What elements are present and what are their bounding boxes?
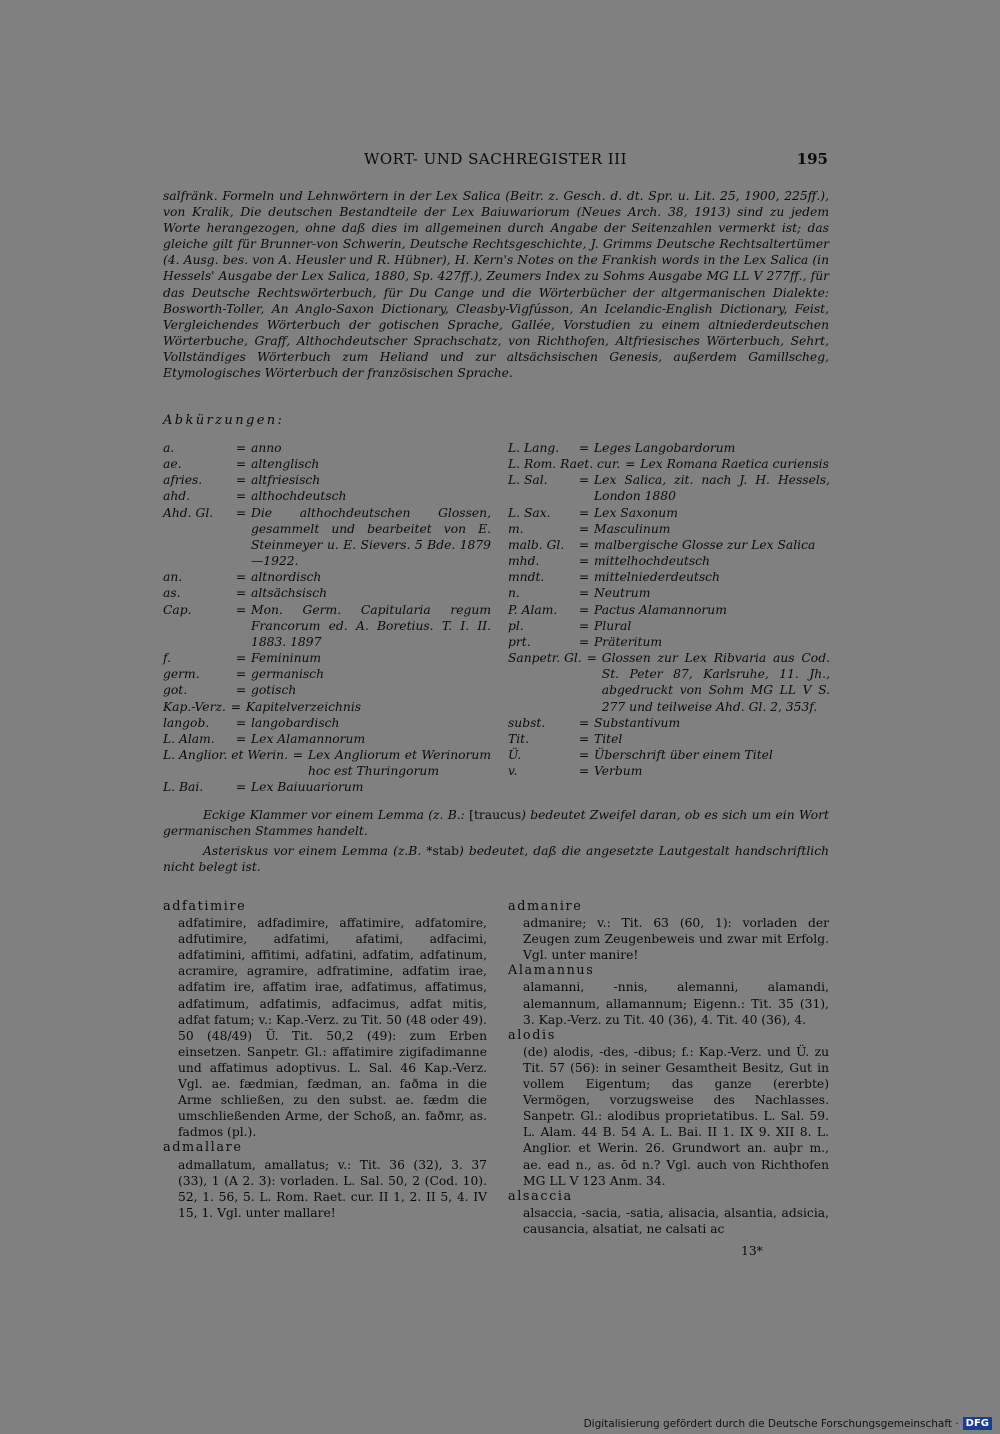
abbreviation-term: Sanpetr. Gl. — [508, 651, 582, 666]
abbreviation-term: n. — [508, 586, 520, 601]
equals-sign: = — [235, 731, 247, 746]
equals-sign: = — [235, 651, 247, 666]
abbreviation-definition: altenglisch — [251, 457, 320, 472]
abbreviation-term: L. Lang. — [508, 441, 560, 455]
abbreviation-row — [163, 715, 491, 731]
abbreviation-term: L. Alam. — [163, 731, 215, 746]
abbreviation-row — [508, 569, 830, 585]
dictionary-entry — [163, 899, 487, 1140]
abbreviations-left-column — [163, 440, 491, 795]
abbreviation-row — [163, 650, 491, 666]
entry-lemma: Alamannus — [508, 963, 595, 979]
abbreviation-definition: Überschrift über einem Titel — [594, 747, 773, 762]
equals-sign: = — [578, 731, 590, 746]
abbreviation-term: a. — [163, 441, 175, 455]
abbreviation-row — [508, 618, 830, 634]
equals-sign: = — [235, 683, 247, 698]
abbreviation-row — [508, 731, 830, 747]
dfg-logo-icon: DFG — [963, 1417, 992, 1430]
abbreviation-term: L. Bai. — [163, 780, 204, 795]
abbreviation-definition: Lex Romana Raetica curiensis — [640, 457, 829, 472]
abbreviation-term: an. — [163, 570, 183, 585]
equals-sign: = — [235, 505, 247, 520]
entry-lemma: admallare — [163, 1140, 243, 1156]
note-asterisk-post: ) bedeutet, daß die angesetzte Lautgestalt handschriftlich nicht belegt ist. — [163, 844, 830, 875]
abbreviation-definition: Lex Alamannorum — [251, 731, 366, 746]
equals-sign: = — [235, 457, 247, 472]
abbreviation-term: Kap.-Verz. — [163, 699, 226, 714]
abbreviation-definition: altfriesisch — [251, 473, 321, 488]
abbreviation-term: ahd. — [163, 489, 191, 504]
abbreviation-row — [163, 585, 491, 601]
equals-sign: = — [578, 634, 590, 649]
abbreviation-row — [508, 747, 830, 763]
equals-sign: = — [578, 764, 590, 779]
equals-sign: = — [578, 570, 590, 585]
dictionary-entry — [508, 1189, 829, 1237]
abbreviation-definition: Lex Saxonum — [594, 505, 678, 520]
abbreviation-row — [508, 715, 830, 731]
abbreviation-term: afries. — [163, 473, 203, 488]
entry-body: admanire; v.: Tit. 63 (60, 1): vorladen der Zeugen zum Zeugenbeweis und zwar mit Erfolg. Vgl. unter manire! — [523, 916, 829, 963]
abbreviation-row — [508, 472, 830, 504]
abbreviation-row — [508, 602, 830, 618]
abbreviation-definition: Verbum — [594, 764, 643, 779]
abbreviation-term: m. — [508, 521, 524, 536]
abbreviation-definition: Kapitelverzeichnis — [245, 699, 362, 714]
equals-sign: = — [235, 586, 247, 601]
abbreviation-term: mndt. — [508, 570, 545, 585]
dictionary-entry — [163, 1140, 487, 1220]
abbreviation-definition: germanisch — [251, 667, 324, 682]
abbreviation-row — [508, 456, 830, 472]
abbreviation-row — [163, 731, 491, 747]
note-brackets-example: [traucus — [469, 808, 522, 822]
abbreviation-definition: gotisch — [251, 683, 297, 698]
entry-body: admallatum, amallatus; v.: Tit. 36 (32), 3. 37 (33), 1 (A 2. 3): vorladen. L. Sal. 50, 2 (Cod. 10). 52, 1. 56, 5. L. Rom. Raet. cur. II 1, 2. II 5, 4. IV 15, 1. Vgl. unter mallare! — [178, 1157, 487, 1220]
abbreviation-term: P. Alam. — [508, 602, 558, 617]
abbreviation-term: L. Sal. — [508, 473, 548, 488]
equals-sign: = — [235, 715, 247, 730]
dictionary-entry — [508, 963, 829, 1027]
equals-sign: = — [578, 505, 590, 520]
abbreviation-definition: Titel — [594, 731, 623, 746]
abbreviation-row — [508, 553, 830, 569]
abbreviation-term: L. Rom. Raet. cur. — [508, 457, 621, 472]
note-brackets — [163, 807, 829, 839]
equals-sign: = — [578, 441, 590, 455]
abbreviation-row — [508, 440, 830, 456]
abbreviation-term: malb. Gl. — [508, 537, 565, 552]
abbreviation-row — [163, 569, 491, 585]
equals-sign: = — [230, 699, 242, 714]
equals-sign: = — [578, 473, 590, 488]
abbreviation-row — [163, 456, 491, 472]
abbreviations-right-column — [508, 440, 830, 779]
entry-lemma: alodis — [508, 1027, 556, 1043]
entry-lemma: alsaccia — [508, 1188, 573, 1204]
abbreviation-term: L. Anglior. et Werin. — [163, 747, 288, 762]
abbreviation-row — [163, 682, 491, 698]
equals-sign: = — [235, 602, 247, 617]
equals-sign: = — [235, 780, 247, 795]
abbreviation-definition: Glossen zur Lex Ribvaria aus Cod. St. Peter 87, Karlsruhe, 11. Jh., abgedruckt von Sohm MG LL V S. 277 und teilweise Ahd. Gl. 2, 353f. — [601, 651, 830, 714]
abbreviation-row — [508, 521, 830, 537]
abbreviation-term: got. — [163, 683, 188, 698]
abbreviation-row — [163, 488, 491, 504]
abbreviation-term: ae. — [163, 457, 182, 472]
abbreviation-definition: Pactus Alamannorum — [594, 602, 727, 617]
abbreviation-row — [508, 634, 830, 650]
abbreviation-definition: Lex Salica, zit. nach J. H. Hessels, London 1880 — [594, 473, 830, 504]
note-brackets-post: ) bedeutet Zweifel daran, ob es sich um ein Wort germanischen Stammes handelt. — [163, 808, 829, 839]
running-head: WORT- UND SACHREGISTER III — [363, 150, 628, 168]
abbreviation-definition: Lex Angliorum et Werinorum hoc est Thuringorum — [307, 747, 491, 779]
abbreviation-definition: Masculinum — [594, 521, 671, 536]
abbreviation-definition: Die althochdeutschen Glossen, gesammelt und bearbeitet von E. Steinmeyer u. E. Sievers. 5 Bde. 1879—1922. — [251, 505, 491, 569]
abbreviation-term: Tit. — [508, 731, 529, 746]
equals-sign: = — [292, 747, 304, 762]
abbreviation-definition: Lex Baiuuariorum — [251, 780, 364, 795]
equals-sign: = — [235, 441, 247, 455]
equals-sign: = — [586, 651, 597, 666]
footer-text: Digitalisierung gefördert durch die Deutsche Forschungsgemeinschaft · — [583, 1417, 959, 1430]
signature-mark: 13* — [741, 1244, 763, 1258]
entry-body: (de) alodis, -des, -dibus; f.: Kap.-Verz. und Ü. zu Tit. 57 (56): in seiner Gesamtheit Besitz, Gut in vollem Eigentum; das ganze (ererbte) Vermögen, vorzugsweise des Nachlasses. Sanpetr. Gl.: alodibus proprietatibus. L. Sal. 59. L. Alam. 44 B. 54 A. L. Bai. II 1. IX 9. XII 8. L. Anglior. et Werin. 26. Grundwort an. auþr m., ae. ead n., as. ōd n.? Vgl. auch von Richthofen MG LL V 123 Anm. 34. — [523, 1044, 829, 1188]
note-brackets-pre: Eckige Klammer vor einem Lemma (z. B.: — [203, 808, 470, 822]
abbreviation-row — [163, 666, 491, 682]
abbreviation-definition: Neutrum — [594, 586, 651, 601]
abbreviation-definition: altsächsisch — [251, 586, 328, 601]
abbreviation-row — [163, 505, 491, 570]
entries-right-column — [508, 899, 829, 1237]
abbreviation-definition: anno — [251, 441, 282, 455]
equals-sign: = — [625, 457, 636, 472]
dictionary-entry — [508, 899, 829, 963]
abbreviation-term: as. — [163, 586, 181, 601]
abbreviation-definition: Leges Langobardorum — [594, 441, 736, 455]
abbreviation-term: prt. — [508, 634, 531, 649]
note-asterisk-example: *stab — [426, 844, 459, 858]
abbreviation-term: langob. — [163, 715, 210, 730]
abbreviation-term: L. Sax. — [508, 505, 551, 520]
abbreviation-row — [508, 650, 830, 715]
entry-lemma: adfatimire — [163, 899, 247, 914]
abbreviation-term: Cap. — [163, 602, 192, 617]
equals-sign: = — [578, 618, 590, 633]
abbreviation-row — [163, 472, 491, 488]
abbreviation-definition: Mon. Germ. Capitularia regum Francorum ed. A. Boretius. T. I. II. 1883. 1897 — [251, 602, 491, 649]
abbreviation-term: v. — [508, 764, 518, 779]
intro-paragraph: salfränk. Formeln und Lehnwörtern in der Lex Salica (Beitr. z. Gesch. d. dt. Spr. u. Lit. 25, 1900, 225ff.), von Kralik, Die deutschen Bestandteile der Lex Baiuwariorum (Neues Arch. 38, 1913) sind zu jedem Worte herangezogen, ohne daß dies im allgemeinen durch Angabe der Seitenzahlen vermerkt ist; das gleiche gilt für Brunner-von Schwerin, Deutsche Rechtsgeschichte, J. Grimms Deutsche Rechtsaltertümer (4. Ausg. bes. von A. Heusler und R. Hübner), H. Kern's Notes on the Frankish words in the Lex Salica (in Hessels' Ausgabe der Lex Salica, 1880, Sp. 427ff.), Zeumers Index zu Sohms Ausgabe MG LL V 277ff., für das Deutsche Rechtswörterbuch, für Du Cange und die Wörterbücher der altgermanischen Dialekte: Bosworth-Toller, An Anglo-Saxon Dictionary, Cleasby-Vigfússon, An Icelandic-English Dictionary, Feist, Vergleichendes Wörterbuch der gotischen Sprache, Gallée, Vorstudien zu einem altniederdeutschen Wörterbuche, Graff, Althochdeutscher Sprachschatz, von Richthofen, Altfriesisches Wörterbuch, Sehrt, Vollständiges Wörterbuch zum Heliand und zur altsächsischen Genesis, außerdem Gamillscheg, Etymologisches Wörterbuch der französischen Sprache. — [163, 189, 829, 381]
entries-left-column — [163, 899, 487, 1221]
note-asterisk — [163, 843, 829, 875]
equals-sign: = — [235, 489, 247, 504]
abbreviation-row — [163, 440, 491, 456]
dictionary-entry — [508, 1028, 829, 1189]
abbreviation-term: f. — [163, 651, 172, 666]
equals-sign: = — [235, 667, 247, 682]
abbreviation-row — [508, 585, 830, 601]
abbreviations-heading: Abkürzungen: — [163, 413, 285, 428]
page-header — [163, 150, 828, 170]
abbreviation-row — [508, 763, 830, 779]
abbreviation-definition: Präteritum — [594, 634, 663, 649]
equals-sign: = — [235, 473, 247, 488]
abbreviation-row — [508, 505, 830, 521]
equals-sign: = — [578, 554, 590, 569]
equals-sign: = — [578, 747, 590, 762]
abbreviation-definition: langobardisch — [251, 715, 340, 730]
abbreviation-definition: Substantivum — [594, 715, 681, 730]
equals-sign: = — [578, 537, 590, 552]
abbreviation-term: Ahd. Gl. — [163, 505, 214, 520]
abbreviation-row — [508, 537, 830, 553]
abbreviation-definition: mittelhochdeutsch — [594, 554, 710, 569]
abbreviation-term: mhd. — [508, 554, 540, 569]
abbreviation-row — [163, 602, 491, 650]
abbreviation-definition: althochdeutsch — [251, 489, 347, 504]
note-asterisk-pre: Asteriskus vor einem Lemma (z.B. — [203, 844, 427, 858]
abbreviation-definition: Femininum — [251, 651, 322, 666]
abbreviation-definition: malbergische Glosse zur Lex Salica — [594, 537, 816, 552]
page-number: 195 — [796, 150, 828, 168]
abbreviation-definition: Plural — [594, 618, 632, 633]
entry-body: alsaccia, -sacia, -satia, alisacia, alsantia, adsicia, causancia, alsatiat, ne calsati ac — [523, 1205, 829, 1236]
abbreviation-term: pl. — [508, 618, 524, 633]
abbreviation-term: subst. — [508, 715, 546, 730]
equals-sign: = — [578, 602, 590, 617]
equals-sign: = — [578, 586, 590, 601]
abbreviation-definition: mittelniederdeutsch — [594, 570, 720, 585]
entry-body: adfatimire, adfadimire, affatimire, adfatomire, adfutimire, adfatimi, afatimi, adfacimi, adfatimini, affitimi, adfatini, adfatim, adfatinum, acramire, agramire, adfratimine, adfatim irae, adfatim ire, affatim irae, adfatimus, affatimus, adfatimum, adfatimis, adfacimus, adfat mitis, adfat fatum; v.: Kap.-Verz. zu Tit. 50 (48 oder 49). 50 (48/49) Ü. Tit. 50,2 (49): zum Erben einsetzen. Sanpetr. Gl.: affatimire zigifadimanne und affatimus adoptivus. L. Sal. 46 Kap.-Verz. Vgl. ae. fædmian, fædman, an. faðma in die Arme schließen, zu den subst. ae. fædm die umschließenden Arme, der Schoß, an. faðmr, as. fadmos (pl.). — [178, 916, 487, 1140]
entry-lemma: admanire — [508, 899, 583, 914]
equals-sign: = — [578, 715, 590, 730]
entry-body: alamanni, -nnis, alemanni, alamandi, alemannum, allamannum; Eigenn.: Tit. 35 (31), 3. Kap.-Verz. zu Tit. 40 (36), 4. Tit. 40 (36), 4. — [523, 980, 829, 1027]
abbreviation-row — [163, 699, 491, 715]
equals-sign: = — [578, 521, 590, 536]
abbreviation-row — [163, 779, 491, 795]
abbreviation-definition: altnordisch — [251, 570, 322, 585]
abbreviation-row — [163, 747, 491, 779]
footer-credit — [584, 1417, 992, 1430]
equals-sign: = — [235, 570, 247, 585]
abbreviation-term: germ. — [163, 667, 200, 682]
abbreviation-term: Ü. — [508, 747, 522, 762]
